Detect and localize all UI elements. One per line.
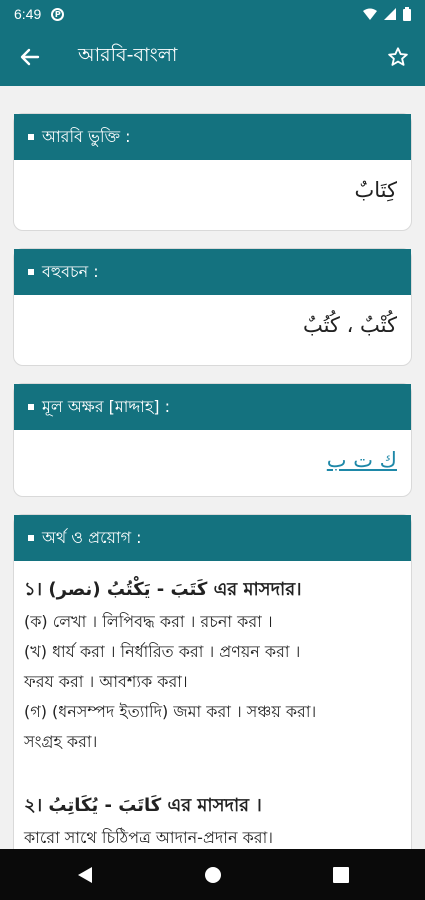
- battery-icon: [403, 7, 411, 21]
- meaning-line: (ক) লেখা । লিপিবদ্ধ করা । রচনা করা ।: [24, 612, 273, 631]
- card-title: আরবি ভুক্তি :: [42, 126, 131, 146]
- status-bar: [0, 0, 425, 28]
- wifi-icon: [363, 8, 377, 20]
- meaning-line: সংগ্রহ করা।: [24, 732, 98, 751]
- meaning-line: কারো সাথে চিঠিপত্র আদান-প্রদান করা।: [24, 828, 273, 847]
- status-time: 6:49: [14, 6, 42, 22]
- notification-icon: P: [51, 8, 64, 21]
- nav-back-button[interactable]: [65, 855, 105, 895]
- meaning-card: [13, 514, 412, 898]
- root-letters-card: [13, 383, 412, 497]
- arabic-form-card: [13, 113, 412, 231]
- bullet-icon: [28, 535, 34, 541]
- circle-home-icon: [204, 866, 222, 884]
- card-header: [14, 384, 411, 430]
- meaning-heading: ২। كَاتَبَ - يُكَاتِبُ এর মাসদার ।: [24, 795, 262, 816]
- card-header: [14, 114, 411, 160]
- card-title: বহুবচন :: [42, 261, 99, 281]
- nav-recents-button[interactable]: [321, 855, 361, 895]
- star-outline-icon: [387, 46, 409, 68]
- meaning-line: ফরয করা । আবশ্যক করা।: [24, 672, 188, 691]
- triangle-back-icon: [77, 866, 93, 884]
- status-icons: [363, 7, 411, 21]
- plural-card: [13, 248, 412, 366]
- square-recents-icon: [333, 867, 349, 883]
- root-letters-link[interactable]: ك ت ب: [326, 448, 397, 472]
- signal-icon: [384, 8, 396, 20]
- card-title: মূল অক্ষর [মাদ্দাহ] :: [42, 396, 170, 416]
- meaning-line: (গ) (ধনসম্পদ ইত্যাদি) জমা করা । সঞ্চয় করা।: [24, 702, 317, 721]
- meaning-body: [14, 561, 411, 897]
- favorite-button[interactable]: [371, 28, 425, 86]
- card-title: অর্থ ও প্রয়োগ :: [42, 527, 142, 547]
- meaning-line: (খ) ধার্য করা । নির্ধারিত করা । প্রণয়ন করা ।: [24, 642, 301, 661]
- arrow-left-icon: [20, 47, 40, 67]
- bullet-icon: [28, 269, 34, 275]
- bullet-icon: [28, 134, 34, 140]
- system-nav-bar: [0, 849, 425, 900]
- card-header: [14, 249, 411, 295]
- back-button[interactable]: [0, 28, 60, 86]
- page-title: আরবি-বাংলা: [78, 44, 178, 66]
- bullet-icon: [28, 404, 34, 410]
- meaning-heading: ১। (نصر) كَتَبَ - يَكْتُبُ এর মাসদার।: [24, 579, 302, 600]
- content-scroll[interactable]: [0, 86, 425, 849]
- arabic-word: كِتَابٌ: [354, 178, 397, 202]
- app-bar: [0, 28, 425, 86]
- nav-home-button[interactable]: [193, 855, 233, 895]
- card-header: [14, 515, 411, 561]
- plural-forms: كُتْبٌ ، كُتُبٌ: [302, 313, 397, 337]
